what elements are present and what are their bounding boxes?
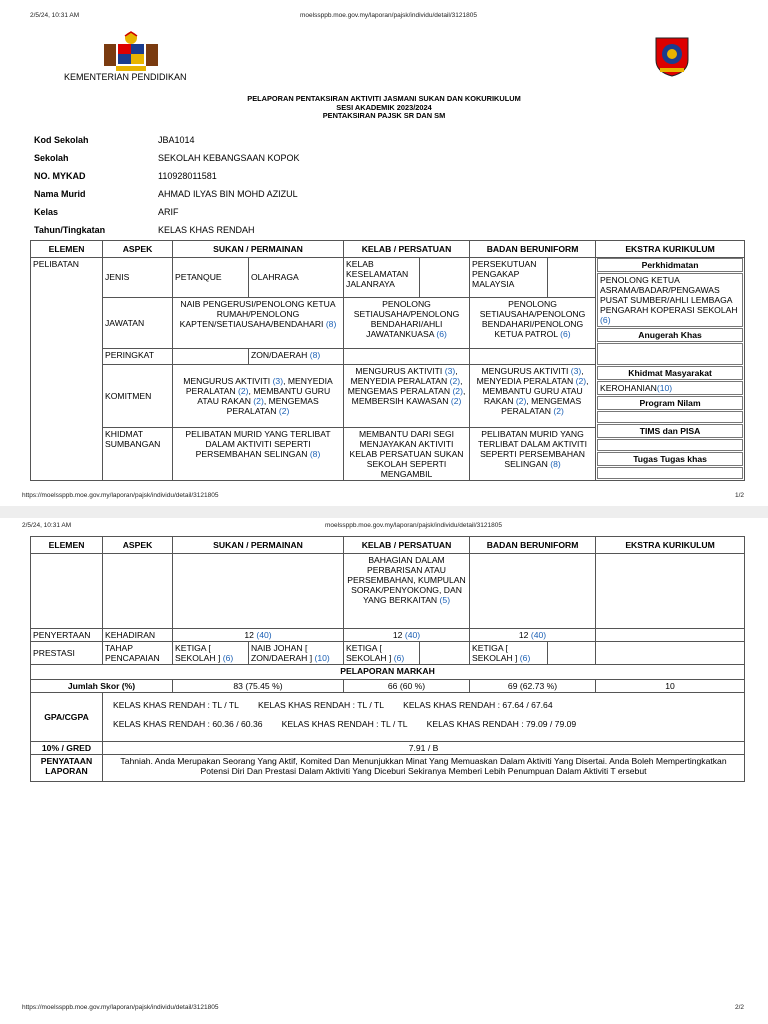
header-elemen: ELEMEN	[31, 537, 103, 554]
row-continuation	[31, 554, 745, 629]
row-prestasi	[31, 642, 745, 665]
elemen-prestasi: PRESTASI	[31, 642, 103, 665]
komitmen-sep: ,	[586, 375, 589, 386]
kelab-tahap-empty	[420, 642, 470, 665]
kelab-cont-text: BAHAGIAN DALAM PERBARISAN ATAU PERSEMBAHAN, KUMPULAN SORAK/PENYOKONG, DAN YANG BERKAITAN	[347, 555, 466, 605]
komitmen-score: (2)	[450, 395, 462, 406]
ekstra-perkhidmatan-label: Perkhidmatan	[597, 258, 743, 272]
gpa-value: KELAS KHAS RENDAH : 67.64 / 67.64	[403, 700, 553, 710]
penyataan-value: Tahniah. Anda Merupakan Seorang Yang Aktif, Komited Dan Menunjukkan Minat Yang Memuaskan Dalam Aktiviti Yang Disertai. Anda Boleh Mempertingkatkan Potensi Diri Dan Prestasi Dalam Aktiviti Yang Diceburi Sekiranya Memberi Lebih Penumpuan Dalam Aktiviti T ersebut	[103, 755, 745, 782]
row-gred	[31, 742, 745, 755]
cont-aspek	[103, 554, 173, 629]
elemen-pelibatan: PELIBATAN	[31, 258, 103, 481]
ekstra-tims-value	[597, 439, 743, 451]
header-aspek: ASPEK	[103, 537, 173, 554]
komitmen-score: (3)	[272, 375, 284, 386]
title-line-2: SESI AKADEMIK 2023/2024	[336, 102, 432, 112]
komitmen-sep: ,	[455, 365, 458, 376]
kelab-jawatan-score: (6)	[436, 328, 447, 339]
komitmen-score: (2)	[253, 395, 264, 406]
title-line-3: PENTAKSIRAN PAJSK SR DAN SM	[322, 111, 446, 120]
badan-kehadiran	[470, 629, 596, 642]
header-elemen: ELEMEN	[31, 241, 103, 258]
info-label: Kelas	[34, 207, 59, 217]
komitmen-sep: ,	[581, 365, 584, 376]
ministry-name: KEMENTERIAN PENDIDIKAN	[64, 72, 187, 82]
kelab-khidmat-cont	[344, 554, 470, 629]
komitmen-score: (2)	[449, 375, 461, 386]
badan-komitmen	[470, 364, 596, 427]
ekstra-tims-label: TIMS dan PISA	[597, 424, 743, 438]
komitmen-item: MENYEDIA PERALATAN	[476, 375, 574, 386]
cont-sukan	[173, 554, 344, 629]
info-row	[34, 131, 300, 149]
gpa-values	[103, 693, 745, 742]
tahap-text: NAIB JOHAN [ ZON/DAERAH ]	[251, 643, 313, 663]
gpa-value: KELAS KHAS RENDAH : TL / TL	[281, 719, 408, 729]
ekstra-perkhidmatan-value	[597, 273, 743, 327]
gpa-value: KELAS KHAS RENDAH : TL / TL	[258, 700, 384, 710]
kelab-jawatan	[344, 297, 470, 348]
ekstra-tugas-value	[597, 467, 743, 479]
tahap-score: (6)	[222, 653, 234, 663]
badan-jawatan-text: PENOLONG SETIAUSAHA/PENOLONG BENDAHARI/PENOLONG KETUA PATROL	[479, 298, 586, 339]
ekstra-kehadiran	[596, 629, 745, 642]
info-label: Nama Murid	[34, 189, 86, 199]
cont-badan	[470, 554, 596, 629]
row-gpa	[31, 693, 745, 742]
komitmen-score: (3)	[444, 365, 456, 376]
info-row	[34, 203, 300, 221]
ekstra-kerohanian-value	[597, 381, 743, 395]
row-jumlah-skor	[31, 680, 745, 693]
komitmen-item: MENGURUS AKTIVITI	[481, 365, 569, 376]
komitmen-item: MENYEDIA PERALATAN	[185, 375, 333, 396]
ekstra-tahap	[596, 642, 745, 665]
row-penyertaan	[31, 629, 745, 642]
info-value: ARIF	[158, 207, 179, 217]
perkhidmatan-score: (6)	[600, 315, 611, 325]
info-label: Tahun/Tingkatan	[34, 225, 106, 235]
report-title	[0, 95, 768, 121]
komitmen-score: (3)	[570, 365, 582, 376]
gpa-label: GPA/CGPA	[31, 693, 103, 742]
aspek-peringkat: PERINGKAT	[103, 348, 173, 364]
kelab-jenis-empty	[420, 258, 470, 298]
badan-jenis: PERSEKUTUAN PENGAKAP MALAYSIA	[470, 258, 548, 298]
info-value: SEKOLAH KEBANGSAAN KOPOK	[158, 153, 300, 163]
info-value: KELAS KHAS RENDAH	[158, 225, 255, 235]
info-value: AHMAD ILYAS BIN MOHD AZIZUL	[158, 189, 298, 199]
info-row	[34, 167, 300, 185]
kerohanian-score: (10)	[656, 383, 673, 393]
komitmen-item: MENGURUS AKTIVITI	[355, 365, 443, 376]
jumlah-skor-ekstra: 10	[596, 680, 745, 693]
sukan-jawatan-text: NAIB PENGERUSI/PENOLONG KETUA RUMAH/PENOLONG KAPTEN/SETIAUSAHA/BENDAHARI	[179, 298, 336, 329]
jumlah-skor-sukan: 83 (75.45 %)	[173, 680, 344, 693]
info-label: Sekolah	[34, 153, 69, 163]
sukan-peringkat-2	[249, 348, 344, 364]
kehadiran-value: 12	[244, 630, 254, 640]
sukan-jenis-2: OLAHRAGA	[249, 258, 344, 298]
footer-url: https://moelssppb.moe.gov.my/laporan/pajsk/individu/detail/3121805	[22, 492, 219, 499]
kelab-khidmat: MEMBANTU DARI SEGI MENJAYAKAN AKTIVITI KELAB PERSATUAN SUKAN SEKOLAH SEPERTI MENGAMBIL	[344, 428, 470, 481]
peringkat-text: ZON/DAERAH	[251, 349, 308, 360]
tahap-text: KETIGA [ SEKOLAH ]	[472, 643, 518, 663]
komitmen-score: (2)	[278, 405, 290, 416]
komitmen-score: (2)	[515, 395, 527, 406]
gpa-value: KELAS KHAS RENDAH : 79.09 / 79.09	[426, 719, 577, 729]
badan-jawatan	[470, 297, 596, 348]
badan-khidmat-text: PELIBATAN MURID YANG TERLIBAT DALAM AKTIVITI SEPERTI PERSEMBAHAN SELINGAN	[478, 429, 588, 469]
badan-khidmat-score: (8)	[550, 459, 561, 469]
badan-tahap-empty	[548, 642, 596, 665]
komitmen-item: MENGEMAS PERALATAN	[347, 385, 451, 396]
kelab-komitmen	[344, 364, 470, 427]
aspek-tahap: TAHAP PENCAPAIAN	[103, 642, 173, 665]
aspek-kehadiran: KEHADIRAN	[103, 629, 173, 642]
sukan-jenis-1: PETANQUE	[173, 258, 249, 298]
table-header-row	[31, 537, 745, 554]
row-markah-title	[31, 665, 745, 680]
tahap-text: KETIGA [ SEKOLAH ]	[175, 643, 221, 663]
komitmen-score: (2)	[238, 385, 249, 396]
jumlah-skor-label: Jumlah Skor (%)	[31, 680, 173, 693]
gred-label: 10% / GRED	[31, 742, 103, 755]
sukan-tahap-1	[173, 642, 249, 665]
info-row	[34, 221, 300, 239]
kelab-peringkat	[344, 348, 470, 364]
ekstra-khidmat-label: Khidmat Masyarakat	[597, 366, 743, 380]
komitmen-item: MENGEMAS PERALATAN	[501, 395, 582, 416]
kelab-kehadiran	[344, 629, 470, 642]
gpa-line-2	[113, 719, 742, 729]
komitmen-sep: ,	[283, 375, 286, 386]
coat-of-arms-logo	[98, 30, 164, 74]
badan-tahap	[470, 642, 548, 665]
komitmen-sep: ,	[248, 385, 251, 396]
kelab-tahap	[344, 642, 420, 665]
student-info	[34, 131, 300, 239]
sukan-khidmat-text: PELIBATAN MURID YANG TERLIBAT DALAM AKTIVITI SEPERTI PERSEMBAHAN SELINGAN	[185, 429, 331, 459]
jumlah-skor-kelab: 66 (60 %)	[344, 680, 470, 693]
ekstra-program-value	[597, 411, 743, 423]
kehadiran-value: 12	[518, 630, 529, 640]
tahap-score: (6)	[519, 653, 531, 663]
sukan-jawatan-score: (8)	[325, 318, 337, 329]
row-penyataan	[31, 755, 745, 782]
tahap-score: (10)	[314, 653, 330, 663]
komitmen-item: MEMBERSIH KAWASAN	[351, 395, 449, 406]
ekstra-anugerah-value	[597, 343, 743, 365]
badan-jawatan-score: (6)	[560, 328, 571, 339]
gpa-value: KELAS KHAS RENDAH : 60.36 / 60.36	[113, 719, 263, 729]
info-value: 110928011581	[158, 171, 217, 181]
cont-ekstra	[596, 554, 745, 629]
gpa-value: KELAS KHAS RENDAH : TL / TL	[113, 700, 239, 710]
komitmen-sep: ,	[263, 395, 267, 406]
kelab-jenis: KELAB KESELAMATAN JALANRAYA	[344, 258, 420, 298]
title-line-1: PELAPORAN PENTAKSIRAN AKTIVITI JASMANI SUKAN DAN KOKURIKULUM	[247, 94, 521, 103]
komitmen-item: MENGEMAS PERALATAN	[226, 395, 319, 416]
print-url: moelssppb.moe.gov.my/laporan/pajsk/individu/detail/3121805	[300, 12, 477, 19]
ekstra-anugerah-label: Anugerah Khas	[597, 328, 743, 342]
info-value: JBA1014	[158, 135, 195, 145]
pajsk-table-page2	[30, 536, 745, 782]
sukan-peringkat-1	[173, 348, 249, 364]
footer-url: https://moelssppb.moe.gov.my/laporan/pajsk/individu/detail/3121805	[22, 1004, 219, 1011]
kehadiran-score: (40)	[404, 630, 421, 640]
penyataan-label: PENYATAAN LAPORAN	[31, 755, 103, 782]
komitmen-score: (2)	[553, 405, 564, 416]
komitmen-score: (2)	[575, 375, 587, 386]
sukan-khidmat-score: (8)	[309, 449, 321, 459]
aspek-jenis: JENIS	[103, 258, 173, 298]
badan-jenis-empty	[548, 258, 596, 298]
page-number: 1/2	[735, 492, 745, 499]
aspek-komitmen: KOMITMEN	[103, 364, 173, 427]
kelab-cont-score: (5)	[439, 595, 451, 605]
header-kelab: KELAB / PERSATUAN	[344, 537, 470, 554]
page-number: 2/2	[735, 1004, 745, 1011]
header-ekstra: EKSTRA KURIKULUM	[596, 241, 745, 258]
badan-peringkat	[470, 348, 596, 364]
komitmen-item: MEMBANTU GURU ATAU RAKAN	[482, 385, 583, 406]
kelab-jawatan-text: PENOLONG SETIAUSAHA/PENOLONG BENDAHARI/AHLI JAWATANKUASA	[353, 298, 460, 339]
komitmen-item: MENYEDIA PERALATAN	[350, 375, 448, 386]
header-kelab: KELAB / PERSATUAN	[344, 241, 470, 258]
jumlah-skor-badan: 69 (62.73 %)	[470, 680, 596, 693]
komitmen-item: MENGURUS AKTIVITI	[183, 375, 271, 386]
komitmen-sep: ,	[526, 395, 529, 406]
peringkat-score: (8)	[309, 349, 321, 360]
row-jenis	[31, 258, 745, 298]
sukan-tahap-2	[249, 642, 344, 665]
header-aspek: ASPEK	[103, 241, 173, 258]
aspek-khidmat: KHIDMAT SUMBANGAN	[103, 428, 173, 481]
header-badan: BADAN BERUNIFORM	[470, 241, 596, 258]
ekstra-program-label: Program Nilam	[597, 396, 743, 410]
page-divider	[0, 506, 768, 518]
info-row	[34, 149, 300, 167]
table-header-row	[31, 241, 745, 258]
gred-value: 7.91 / B	[103, 742, 745, 755]
komitmen-item: MEMBANTU GURU ATAU RAKAN	[197, 385, 331, 406]
komitmen-score: (2)	[452, 385, 463, 396]
cont-elemen	[31, 554, 103, 629]
ekstra-kurikulum-cell	[596, 258, 745, 481]
ekstra-tugas-label: Tugas Tugas khas	[597, 452, 743, 466]
print-url: moelssppb.moe.gov.my/laporan/pajsk/individu/detail/3121805	[325, 522, 502, 529]
header-sukan: SUKAN / PERMAINAN	[173, 537, 344, 554]
perkhidmatan-text: PENOLONG KETUA ASRAMA/BADAR/PENGAWAS PUSAT SUMBER/AHLI LEMBAGA PENGARAH KOPERASI SEKOLAH	[600, 275, 738, 315]
sukan-jawatan	[173, 297, 344, 348]
print-timestamp: 2/5/24, 10:31 AM	[22, 522, 72, 529]
pajsk-badge-logo	[652, 34, 692, 78]
sukan-kehadiran	[173, 629, 344, 642]
pelaporan-markah-title: PELAPORAN MARKAH	[31, 665, 745, 680]
sukan-komitmen	[173, 364, 344, 427]
gpa-line-1	[113, 700, 742, 710]
print-timestamp: 2/5/24, 10:31 AM	[30, 12, 80, 19]
badan-khidmat	[470, 428, 596, 481]
sukan-khidmat	[173, 428, 344, 481]
tahap-score: (6)	[393, 653, 405, 663]
kerohanian-text: KEROHANIAN	[600, 383, 657, 393]
kehadiran-score: (40)	[256, 630, 272, 640]
kehadiran-score: (40)	[530, 630, 547, 640]
header-badan: BADAN BERUNIFORM	[470, 537, 596, 554]
pajsk-table-page1	[30, 240, 745, 481]
tahap-text: KETIGA [ SEKOLAH ]	[346, 643, 392, 663]
elemen-penyertaan: PENYERTAAN	[31, 629, 103, 642]
aspek-jawatan: JAWATAN	[103, 297, 173, 348]
info-row	[34, 185, 300, 203]
info-label: Kod Sekolah	[34, 135, 89, 145]
kehadiran-value: 12	[392, 630, 403, 640]
komitmen-sep: ,	[462, 385, 466, 396]
header-ekstra: EKSTRA KURIKULUM	[596, 537, 745, 554]
komitmen-sep: ,	[460, 375, 463, 386]
info-label: NO. MYKAD	[34, 171, 86, 181]
header-sukan: SUKAN / PERMAINAN	[173, 241, 344, 258]
